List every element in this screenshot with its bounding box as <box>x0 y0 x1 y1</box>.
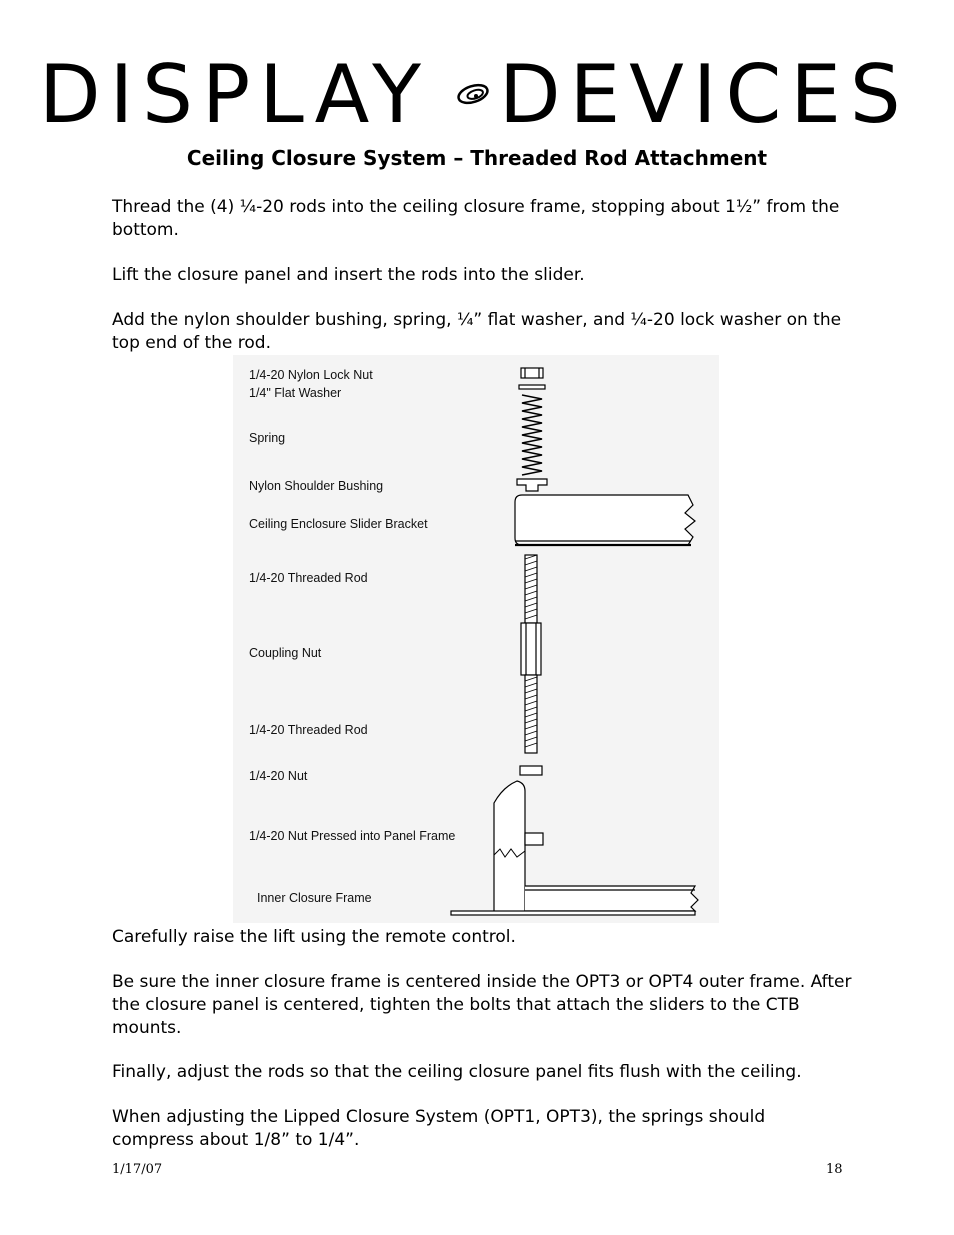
assembly-drawing <box>233 355 719 923</box>
logo-swirl-icon <box>456 82 489 106</box>
lock-nut-shape <box>521 368 543 378</box>
paragraph-raise-lift: Carefully raise the lift using the remote control. <box>112 927 516 947</box>
label-nut: 1/4-20 Nut <box>249 769 308 783</box>
label-nylon-lock-nut: 1/4-20 Nylon Lock Nut <box>249 368 373 382</box>
logo-word-display: DISPLAY <box>38 48 430 141</box>
label-nut-pressed-panel-frame: 1/4-20 Nut Pressed into Panel Frame <box>249 829 456 843</box>
label-threaded-rod-lower: 1/4-20 Threaded Rod <box>249 723 368 737</box>
label-nylon-shoulder-bushing: Nylon Shoulder Bushing <box>249 479 384 493</box>
flat-washer-shape <box>519 385 545 389</box>
paragraph-thread-rods: Thread the (4) ¼-20 rods into the ceiling closure frame, stopping about 1½” from the bottom. <box>112 197 840 240</box>
panel-frame-post-shape <box>494 781 525 911</box>
slider-bracket-shape <box>515 495 695 545</box>
inner-closure-frame-shape <box>451 886 698 915</box>
threaded-rod-assembly-diagram <box>233 355 719 923</box>
paragraph-adjust-rods: Finally, adjust the rods so that the ceiling closure panel fits flush with the ceiling. <box>112 1062 802 1082</box>
display-devices-logo <box>0 48 954 141</box>
label-threaded-rod-upper: 1/4-20 Threaded Rod <box>249 571 368 585</box>
paragraph-center-frame: Be sure the inner closure frame is centered inside the OPT3 or OPT4 outer frame. After the closure panel is centered, tighten the bolts that attach the sliders to the CTB mounts. <box>112 972 852 1038</box>
coupling-nut-shape <box>521 623 541 675</box>
logo-word-devices: DEVICES <box>499 48 910 141</box>
paragraph-add-bushing: Add the nylon shoulder bushing, spring, ¼” flat washer, and ¼-20 lock washer on the top end of the rod. <box>112 310 842 353</box>
pressed-nut-shape <box>525 833 543 845</box>
footer-date: 1/17/07 <box>112 1162 163 1177</box>
label-slider-bracket: Ceiling Enclosure Slider Bracket <box>249 517 428 531</box>
label-coupling-nut: Coupling Nut <box>249 646 322 660</box>
shoulder-bushing-shape <box>517 479 547 491</box>
label-spring: Spring <box>249 431 286 445</box>
page-title: Ceiling Closure System – Threaded Rod Attachment <box>186 146 768 170</box>
label-inner-closure-frame: Inner Closure Frame <box>257 891 372 905</box>
nut-shape <box>520 766 542 775</box>
spring-shape <box>522 395 542 475</box>
paragraph-lift-panel: Lift the closure panel and insert the rods into the slider. <box>112 265 585 285</box>
footer-page-number: 18 <box>826 1162 843 1177</box>
paragraph-spring-compression: When adjusting the Lipped Closure System (OPT1, OPT3), the springs should compress about 1/8” to 1/4”. <box>112 1107 766 1150</box>
label-flat-washer: 1/4" Flat Washer <box>249 386 342 400</box>
